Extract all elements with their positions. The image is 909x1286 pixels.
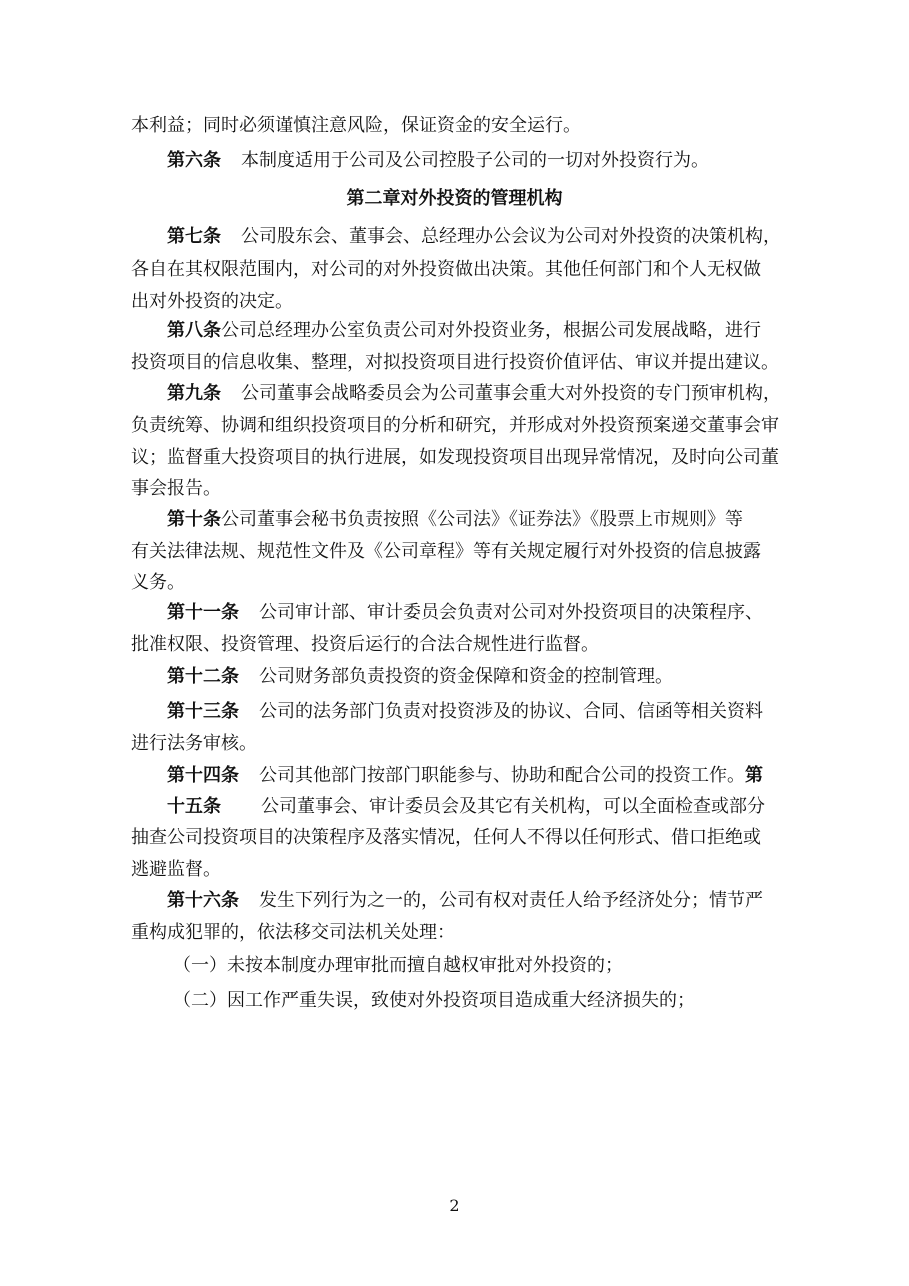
text-line: 进行法务审核。	[131, 733, 257, 754]
article-label: 第十六条	[167, 890, 239, 911]
article-label: 第九条	[167, 383, 221, 404]
article-label: 第六条	[167, 150, 221, 171]
article-label: 第十三条	[167, 701, 239, 722]
text-line: 议；监督重大投资项目的执行进展，如发现投资项目出现异常情况，及时向公司董	[131, 447, 779, 468]
text-line: 负责统筹、协调和组织投资项目的分析和研究，并形成对外投资预案递交董事会审	[131, 415, 779, 436]
article-label: 第十一条	[167, 602, 239, 623]
text-line: 逃避监督。	[131, 859, 221, 880]
article-6: 第六条 本制度适用于公司及公司控股子公司的一切对外投资行为。	[167, 150, 709, 171]
article-13: 第十三条 公司的法务部门负责对投资涉及的协议、合同、信函等相关资料	[167, 701, 763, 722]
article-12: 第十二条 公司财务部负责投资的资金保障和资金的控制管理。	[167, 666, 673, 687]
text-line: 事会报告。	[131, 478, 221, 499]
article-label: 第七条	[167, 226, 221, 247]
article-label: 第十二条	[167, 666, 239, 687]
text-line: 义务。	[131, 572, 185, 593]
text-line: 有关法律法规、规范性文件及《公司章程》等有关规定履行对外投资的信息披露	[131, 541, 761, 562]
article-8: 第八条公司总经理办公室负责公司对外投资业务，根据公司发展战略，进行	[167, 320, 761, 341]
chapter-heading: 第二章对外投资的管理机构	[346, 188, 563, 209]
article-9: 第九条 公司董事会战略委员会为公司董事会重大对外投资的专门预审机构，	[167, 383, 781, 404]
article-11: 第十一条 公司审计部、审计委员会负责对公司对外投资项目的决策程序、	[167, 602, 763, 623]
text-line: 抽查公司投资项目的决策程序及落实情况，任何人不得以任何形式、借口拒绝或	[131, 827, 761, 848]
article-16: 第十六条 发生下列行为之一的，公司有权对责任人给予经济处分；情节严	[167, 890, 763, 911]
list-item: （一）未按本制度办理审批而擅自越权审批对外投资的；	[173, 955, 623, 976]
article-label: 第十条	[167, 509, 221, 530]
text-line: 重构成犯罪的，依法移交司法机关处理：	[131, 922, 455, 943]
article-7: 第七条 公司股东会、董事会、总经理办公会议为公司对外投资的决策机构，	[167, 226, 781, 247]
article-10: 第十条公司董事会秘书负责按照《公司法》《证券法》《股票上市规则》等	[167, 509, 743, 530]
article-label: 第十四条	[167, 765, 239, 786]
list-item: （二）因工作严重失误，致使对外投资项目造成重大经济损失的；	[173, 990, 695, 1011]
article-label: 第八条	[167, 320, 221, 341]
text-line: 批准权限、投资管理、投资后运行的合法合规性进行监督。	[131, 634, 599, 655]
text-line: 出对外投资的决定。	[131, 291, 293, 312]
text-line: 投资项目的信息收集、整理，对拟投资项目进行投资价值评估、审议并提出建议。	[131, 352, 779, 373]
text-line: 各自在其权限范围内，对公司的对外投资做出决策。其他任何部门和个人无权做	[131, 259, 761, 280]
article-label: 十五条	[167, 796, 221, 817]
article-label: 第	[745, 765, 763, 786]
article-15: 十五条 公司董事会、审计委员会及其它有关机构，可以全面检查或部分	[167, 796, 765, 817]
article-14: 第十四条 公司其他部门按部门职能参与、协助和配合公司的投资工作。第	[167, 765, 763, 786]
text-line: 本利益；同时必须谨慎注意风险，保证资金的安全运行。	[131, 115, 581, 136]
page-number: 2	[449, 1196, 460, 1215]
